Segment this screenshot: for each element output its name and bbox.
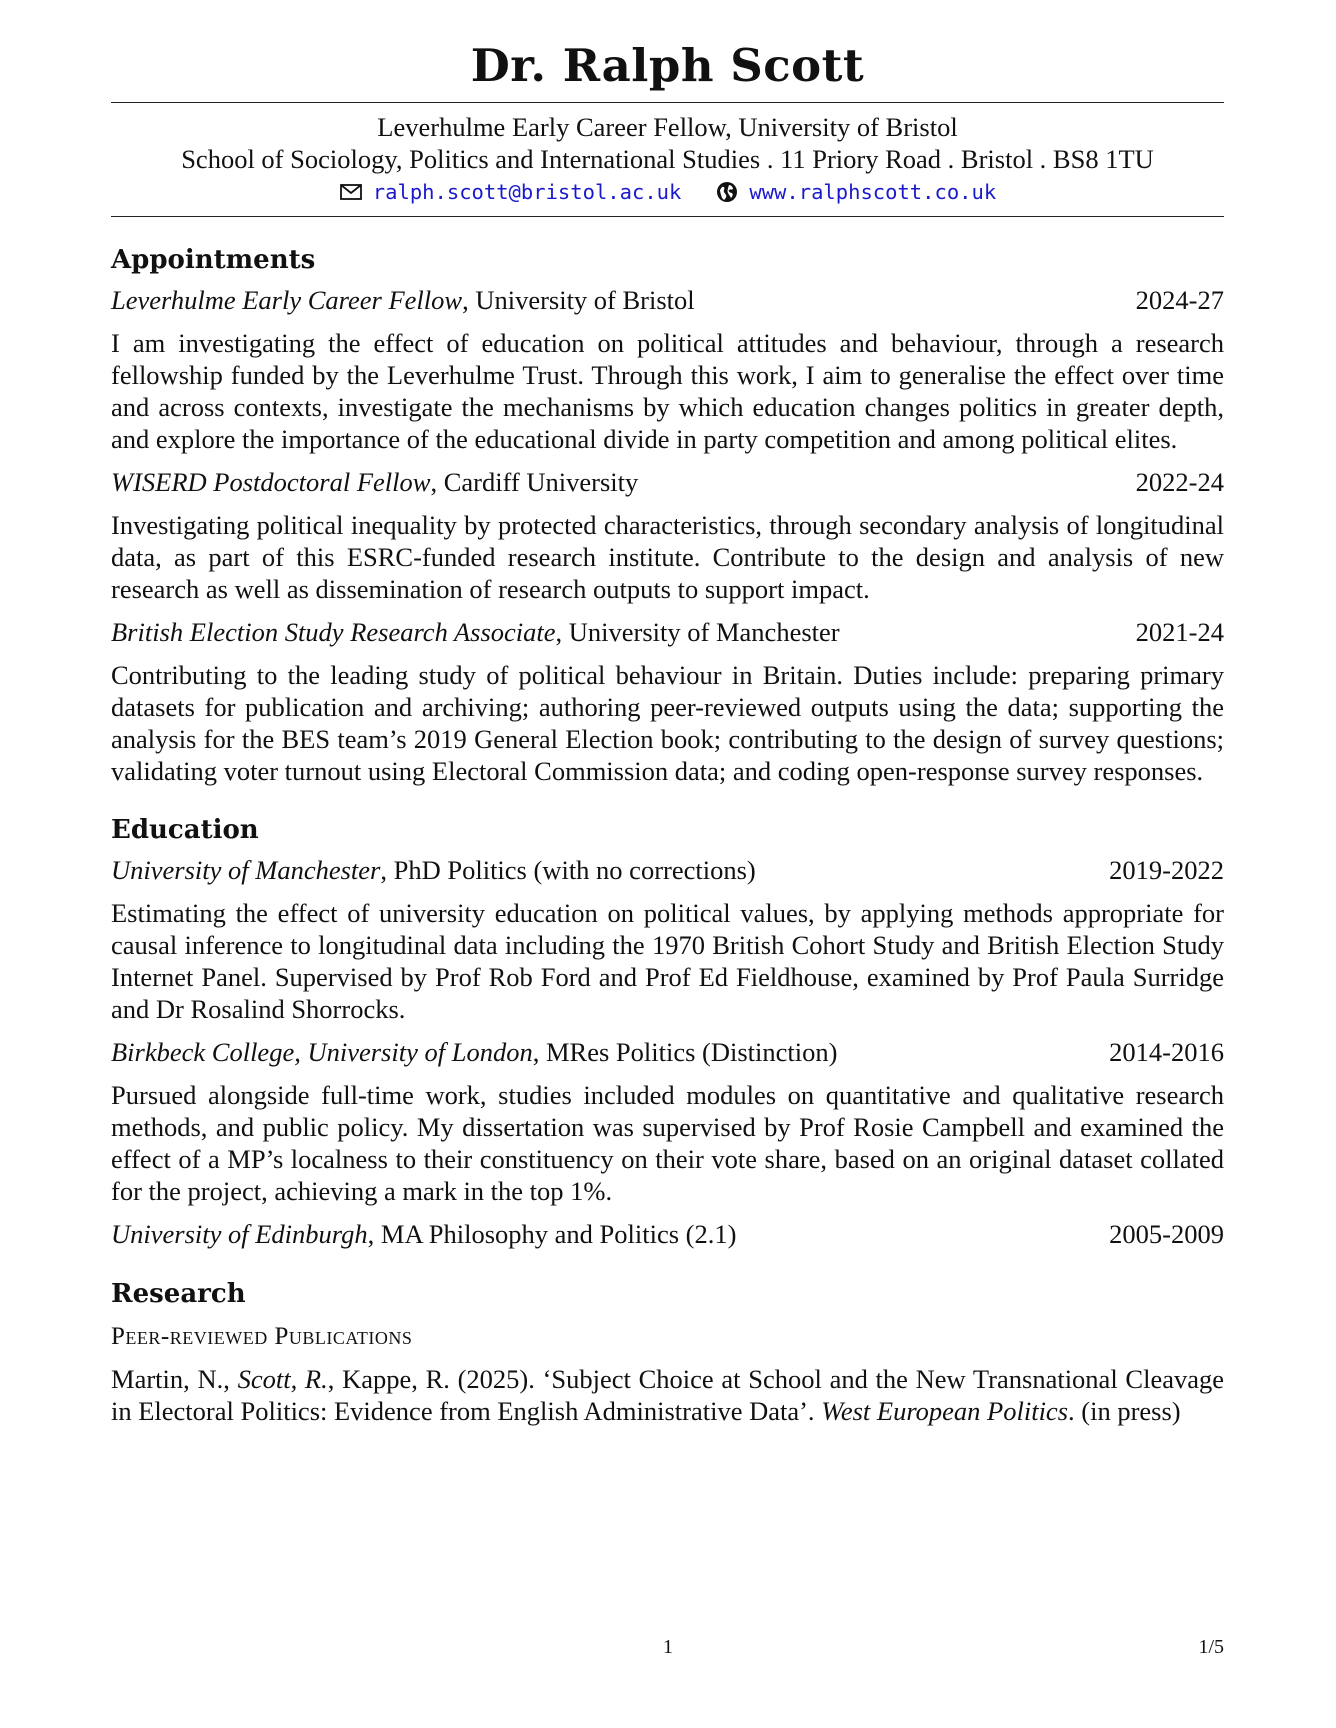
publication-entry: [111, 1363, 1224, 1427]
globe-icon: [715, 180, 739, 204]
entry-degree: , PhD Politics (with no corrections): [380, 855, 756, 885]
entry-institution: Birkbeck College, University of London: [111, 1037, 533, 1067]
entry-description: Estimating the effect of university education on political values, by applying methods appropriate for causal inference to longitudinal data including the 1970 British Cohort Study and British Election Study Internet Panel. Supervised by Prof Rob Ford and Prof Ed Fieldhouse, examined by Prof Paula Surridge and Dr Rosalind Shorrocks.: [111, 898, 1224, 1024]
entry-institution: University of Manchester: [111, 855, 381, 885]
appointment-entry: [111, 465, 1224, 605]
entry-header: [111, 615, 1224, 649]
entry-role: WISERD Postdoctoral Fellow: [111, 467, 431, 497]
entry-degree: , MA Philosophy and Politics (2.1): [367, 1219, 737, 1249]
entry-header: [111, 1217, 1224, 1251]
entry-title: [111, 1217, 736, 1251]
publication-self-author: Scott, R.: [237, 1364, 328, 1394]
entry-org: , University of Bristol: [462, 285, 695, 315]
education-entry: [111, 1035, 1224, 1207]
page-number: 1: [663, 1636, 673, 1658]
research-heading: Research: [111, 1279, 246, 1309]
education-entry: [111, 853, 1224, 1025]
entry-title: [111, 283, 695, 317]
header-info: [111, 103, 1224, 216]
entry-dates: 2019-2022: [1109, 855, 1224, 885]
publication-status: . (in press): [1068, 1396, 1181, 1426]
entry-description: Investigating political inequality by protected characteristics, through secondary analysis of longitudinal data, as part of this ESRC-funded research institute. Contribute to the design and analysis of new research as well as dissemination of research outputs to support impact.: [111, 510, 1224, 604]
education-entry: [111, 1217, 1224, 1251]
entry-title: [111, 615, 840, 649]
entry-role: Leverhulme Early Career Fellow: [111, 285, 463, 315]
entry-org: , University of Manchester: [555, 617, 840, 647]
entry-dates: 2005-2009: [1109, 1219, 1224, 1249]
publication-citation: , Kappe, R. (2025). ‘Subject Choice at School and the New Transnational Cleavage in Electoral Politics: Evidence from English Administrative Data’.: [111, 1364, 1224, 1426]
website-contact: [715, 176, 996, 208]
appointment-entry: [111, 283, 1224, 455]
entry-description: I am investigating the effect of education on political attitudes and behaviour, through a research fellowship funded by the Leverhulme Trust. Through this work, I aim to generalise the effect over time and across contexts, investigate the mechanisms by which education changes politics in greater depth, and explore the importance of the educational divide in party competition and among political elites.: [111, 328, 1224, 454]
publication-journal: West European Politics: [821, 1396, 1069, 1426]
appointment-entry: [111, 615, 1224, 787]
education-heading: Education: [111, 815, 259, 845]
entry-degree: , MRes Politics (Distinction): [532, 1037, 838, 1067]
current-position: Leverhulme Early Career Fellow, University of Bristol: [377, 112, 958, 142]
header-bottom-rule: [111, 216, 1224, 217]
entry-title: [111, 853, 756, 887]
entry-dates: 2021-24: [1135, 617, 1224, 647]
entry-title: [111, 1035, 837, 1069]
website-link[interactable]: www.ralphscott.co.uk: [749, 180, 997, 204]
email-contact: [339, 176, 682, 208]
publications-subheading: Peer-reviewed Publications: [111, 1323, 413, 1350]
entry-dates: 2022-24: [1135, 467, 1224, 497]
entry-description: Pursued alongside full-time work, studies included modules on quantitative and qualitative research methods, and public policy. My dissertation was supervised by Prof Rosie Campbell and examined the effect of a MP’s localness to their constituency on their vote share, based on an original dataset collated for the project, achieving a mark in the top 1%.: [111, 1080, 1224, 1206]
entry-role: British Election Study Research Associate: [111, 617, 556, 647]
cv-name: Dr. Ralph Scott: [470, 39, 865, 92]
entry-dates: 2024-27: [1135, 285, 1224, 315]
entry-description: Contributing to the leading study of political behaviour in Britain. Duties include: preparing primary datasets for publication and archiving; authoring peer-reviewed outputs using the data; supporting the analysis for the BES team’s 2019 General Election book; contributing to the design of survey questions; validating voter turnout using Electoral Commission data; and coding open-response survey responses.: [111, 660, 1224, 786]
entry-header: [111, 1035, 1224, 1069]
contact-line: [111, 176, 1224, 208]
entry-header: [111, 283, 1224, 317]
entry-header: [111, 853, 1224, 887]
postal-address: School of Sociology, Politics and International Studies . 11 Priory Road . Bristol . BS8 1TU: [181, 144, 1154, 174]
entry-institution: University of Edinburgh: [111, 1219, 368, 1249]
entry-header: [111, 465, 1224, 499]
entry-title: [111, 465, 638, 499]
envelope-icon: [339, 180, 363, 204]
appointments-heading: Appointments: [111, 245, 316, 275]
publication-authors: Martin, N.,: [111, 1364, 238, 1394]
page-count: 1/5: [1198, 1636, 1224, 1658]
email-link[interactable]: ralph.scott@bristol.ac.uk: [372, 180, 682, 204]
cv-page: [111, 34, 1224, 1437]
entry-dates: 2014-2016: [1109, 1037, 1224, 1067]
entry-org: , Cardiff University: [430, 467, 639, 497]
